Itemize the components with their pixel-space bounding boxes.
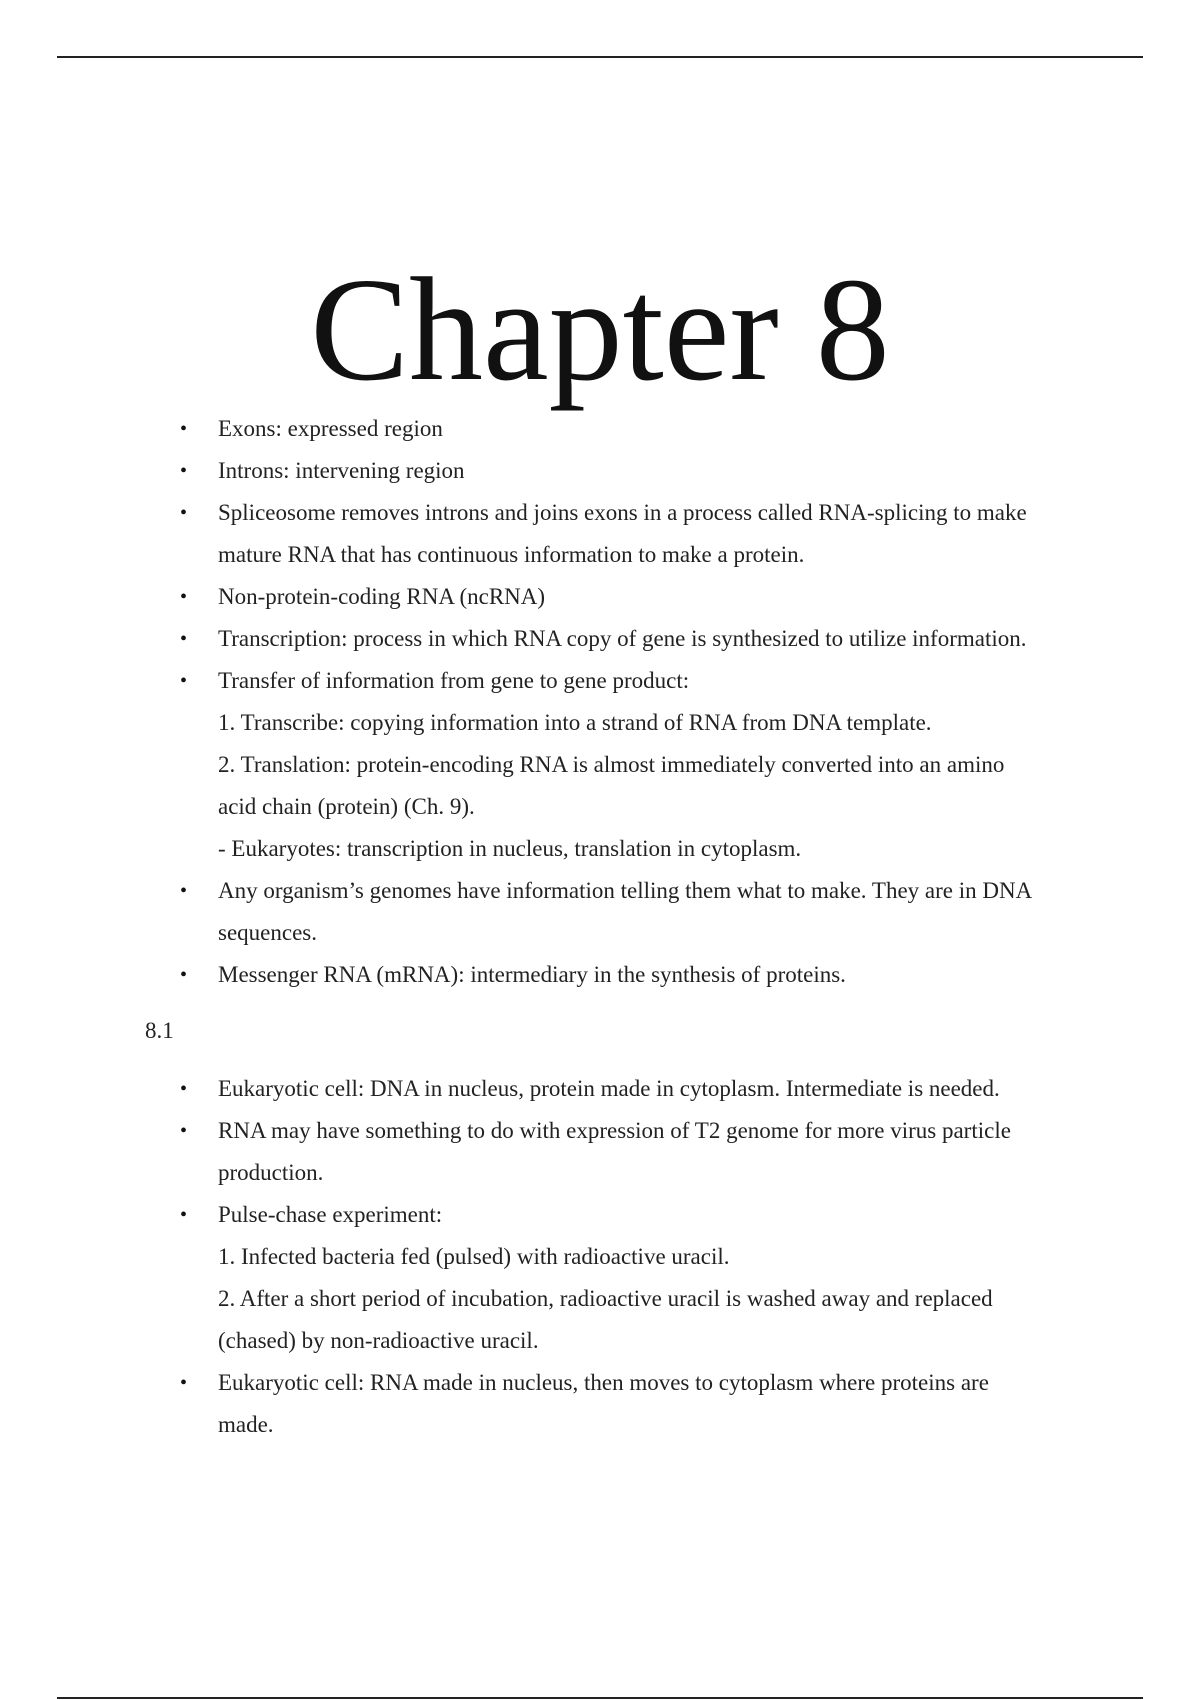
chapter-title: Chapter 8 bbox=[310, 248, 890, 413]
bullet-icon: • bbox=[180, 1120, 188, 1142]
list-item-text: production. bbox=[218, 1160, 324, 1185]
list-item-text: Introns: intervening region bbox=[218, 458, 465, 483]
list-item bbox=[0, 1362, 1200, 1446]
bullet-icon: • bbox=[180, 670, 188, 692]
list-item-text: Messenger RNA (mRNA): intermediary in the synthesis of proteins. bbox=[218, 962, 846, 987]
notes-list-intro bbox=[0, 408, 1200, 996]
bullet-icon: • bbox=[180, 586, 188, 608]
list-item-text: 1. Infected bacteria fed (pulsed) with radioactive uracil. bbox=[218, 1244, 730, 1269]
bullet-icon: • bbox=[180, 880, 188, 902]
list-item-text: acid chain (protein) (Ch. 9). bbox=[218, 794, 475, 819]
list-item-text: Transcription: process in which RNA copy of gene is synthesized to utilize information. bbox=[218, 626, 1027, 651]
bullet-icon: • bbox=[180, 628, 188, 650]
list-item bbox=[0, 1110, 1200, 1194]
section-number: 8.1 bbox=[145, 1018, 174, 1043]
bullet-icon: • bbox=[180, 460, 188, 482]
list-item bbox=[0, 870, 1200, 954]
list-item-text: made. bbox=[218, 1412, 274, 1437]
list-item bbox=[0, 450, 1200, 492]
list-item-text: Spliceosome removes introns and joins exons in a process called RNA-splicing to make bbox=[218, 500, 1027, 525]
bullet-icon: • bbox=[180, 964, 188, 986]
list-item-text: Any organism’s genomes have information telling them what to make. They are in DNA bbox=[218, 878, 1033, 903]
top-rule bbox=[57, 56, 1143, 58]
list-item-text: Transfer of information from gene to gene product: bbox=[218, 668, 690, 693]
bullet-icon: • bbox=[180, 1204, 188, 1226]
notes-list-section-8-1 bbox=[0, 1068, 1200, 1446]
list-item bbox=[0, 492, 1200, 576]
list-item-text: mature RNA that has continuous information to make a protein. bbox=[218, 542, 805, 567]
list-item-text: Pulse-chase experiment: bbox=[218, 1202, 443, 1227]
bottom-rule bbox=[57, 1697, 1143, 1699]
list-item-text: sequences. bbox=[218, 920, 317, 945]
list-item bbox=[0, 618, 1200, 660]
list-item-text: 2. Translation: protein-encoding RNA is almost immediately converted into an amino bbox=[218, 752, 1005, 777]
list-item bbox=[0, 408, 1200, 450]
list-item bbox=[0, 954, 1200, 996]
list-item-text: Non-protein-coding RNA (ncRNA) bbox=[218, 584, 546, 609]
list-item-text: Exons: expressed region bbox=[218, 416, 443, 441]
list-item-text: RNA may have something to do with expression of T2 genome for more virus particle bbox=[218, 1118, 1011, 1143]
list-item bbox=[0, 660, 1200, 870]
bullet-icon: • bbox=[180, 418, 188, 440]
list-item-text: - Eukaryotes: transcription in nucleus, translation in cytoplasm. bbox=[218, 836, 802, 861]
list-item bbox=[0, 576, 1200, 618]
bullet-icon: • bbox=[180, 1078, 188, 1100]
list-item-text: Eukaryotic cell: DNA in nucleus, protein made in cytoplasm. Intermediate is needed. bbox=[218, 1076, 1000, 1101]
bullet-icon: • bbox=[180, 502, 188, 524]
list-item bbox=[0, 1068, 1200, 1110]
list-item bbox=[0, 1194, 1200, 1362]
list-item-text: (chased) by non-radioactive uracil. bbox=[218, 1328, 539, 1353]
bullet-icon: • bbox=[180, 1372, 188, 1394]
list-item-text: 1. Transcribe: copying information into a strand of RNA from DNA template. bbox=[218, 710, 932, 735]
list-item-text: Eukaryotic cell: RNA made in nucleus, then moves to cytoplasm where proteins are bbox=[218, 1370, 989, 1395]
list-item-text: 2. After a short period of incubation, radioactive uracil is washed away and replaced bbox=[218, 1286, 993, 1311]
